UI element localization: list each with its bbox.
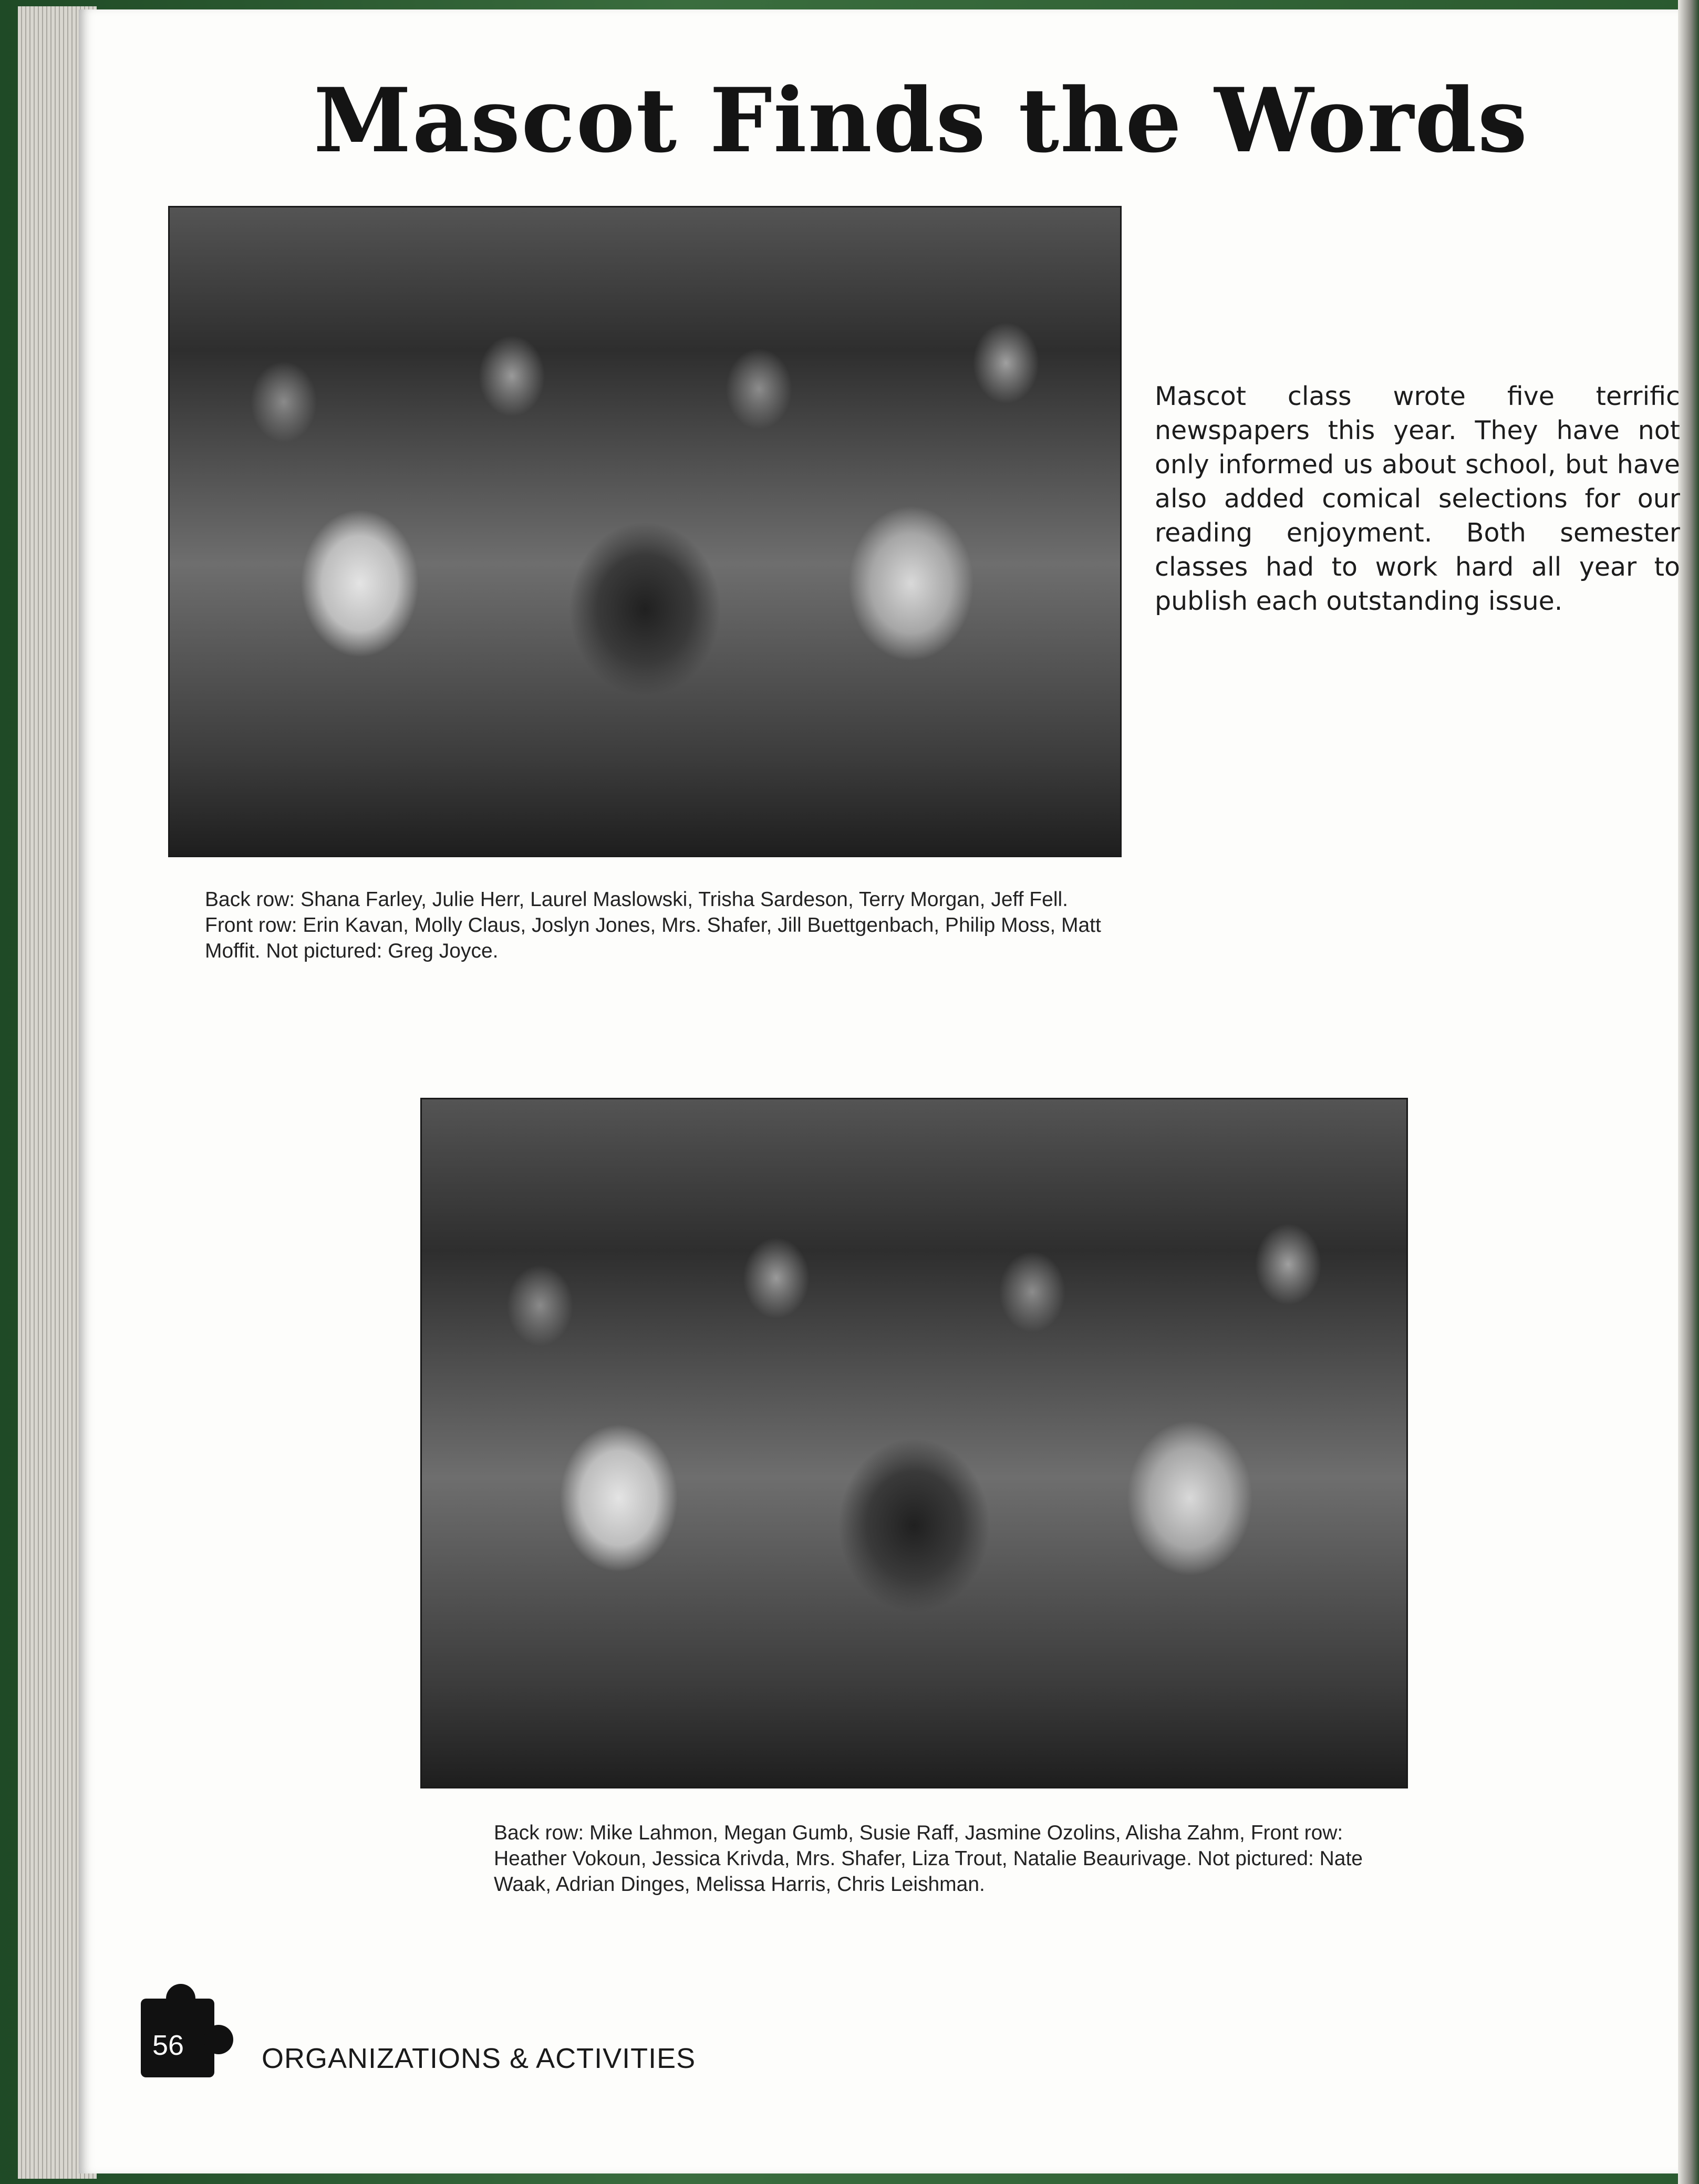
page-right-edge [1678, 0, 1699, 2184]
story-text: Mascot class wrote five terrific newspapers this year. They have not only informed us about school, but have also added comical selections for our reading enjoyment. Both semester classes had to work hard all year to publish each outstanding issue. [1155, 381, 1680, 616]
group-photo-second-semester [420, 1098, 1408, 1788]
page-number: 56 [152, 2030, 184, 2061]
section-label: ORGANIZATIONS & ACTIVITIES [262, 2043, 696, 2074]
photo-caption-first: Back row: Shana Farley, Julie Herr, Laurel Maslowski, Trisha Sardeson, Terry Morgan, Jeff Fell. Front row: Erin Kavan, Molly Claus, Joslyn Jones, Mrs. Shafer, Jill Buettgenbach, Philip Moss, Matt Moffit. Not pictured: Greg Joyce. [205, 888, 1101, 962]
puzzle-piece-icon [141, 1988, 235, 2080]
page-title: Mascot Finds the Words [313, 68, 1529, 172]
photo-caption-second: Back row: Mike Lahmon, Megan Gumb, Susie Raff, Jasmine Ozolins, Alisha Zahm, Front row: Heather Vokoun, Jessica Krivda, Mrs. Shafer, Liza Trout, Natalie Beaurivage. Not pictured: Nate Waak, Adrian Dinges, Melissa Harris, Chris Leishman. [494, 1822, 1363, 1896]
group-photo-first-semester [168, 206, 1122, 857]
